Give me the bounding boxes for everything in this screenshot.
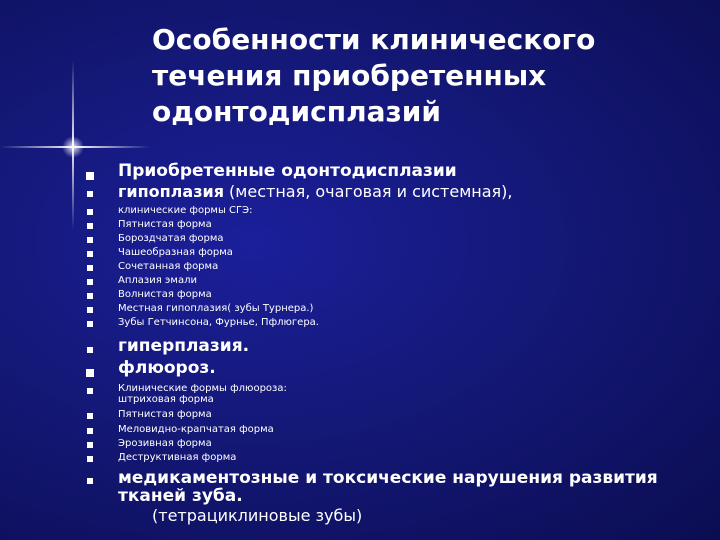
list-item: Меловидно-крапчатая форма — [118, 424, 274, 435]
lens-flare-glow — [62, 136, 84, 158]
list-item-line: медикаментозные и токсические нарушения развития — [118, 468, 658, 488]
list-item: Местная гипоплазия( зубы Турнера.) — [118, 303, 314, 314]
bullet-square-icon — [87, 442, 93, 448]
bullet-square-icon — [87, 279, 93, 285]
list-item: Деструктивная форма — [118, 452, 237, 463]
title-line-3: одонтодисплазий — [152, 95, 441, 128]
title-line-1: Особенности клинического — [152, 23, 596, 56]
bullet-square-icon — [87, 388, 93, 394]
list-item-rest: (местная, очаговая и системная), — [223, 182, 513, 201]
list-item: Пятнистая форма — [118, 409, 212, 420]
list-item-line: штриховая форма — [118, 394, 214, 405]
list-item: Сочетанная форма — [118, 261, 219, 272]
bullet-square-icon — [87, 191, 93, 197]
bullet-square-icon — [87, 478, 93, 484]
bullet-square-icon — [87, 293, 93, 299]
bullet-square-icon — [87, 307, 93, 313]
list-item — [118, 469, 658, 505]
slide-title — [152, 22, 672, 130]
list-item: флюороз. — [118, 358, 216, 378]
bullet-square-icon — [87, 321, 93, 327]
list-item: клинические формы СГЭ: — [118, 205, 253, 216]
bullet-square-icon — [86, 369, 94, 377]
list-item — [118, 182, 513, 201]
list-item: Пятнистая форма — [118, 219, 212, 230]
list-item: Эрозивная форма — [118, 438, 212, 449]
list-item: Волнистая форма — [118, 289, 212, 300]
list-item-line: Клинические формы флюороза: — [118, 383, 287, 394]
list-item: Чашеобразная форма — [118, 247, 233, 258]
list-item: гиперплазия. — [118, 336, 250, 356]
bullet-square-icon — [87, 237, 93, 243]
bullet-square-icon — [87, 428, 93, 434]
list-item: Зубы Гетчинсона, Фурнье, Пфлюгера. — [118, 317, 319, 328]
bullet-square-icon — [87, 265, 93, 271]
tetracycline-note: (тетрациклиновые зубы) — [152, 506, 363, 525]
title-line-2: течения приобретенных — [152, 59, 547, 92]
list-item: Аплазия эмали — [118, 275, 197, 286]
bullet-square-icon — [87, 251, 93, 257]
bullet-square-icon — [87, 347, 93, 353]
list-item — [118, 383, 287, 405]
bullet-square-icon — [87, 209, 93, 215]
bullet-square-icon — [87, 413, 93, 419]
bullet-square-icon — [86, 172, 94, 180]
list-item: Приобретенные одонтодисплазии — [118, 161, 457, 181]
list-item: Бороздчатая форма — [118, 233, 224, 244]
bullet-square-icon — [87, 456, 93, 462]
list-item-line: тканей зуба. — [118, 486, 243, 506]
list-item-bold: гипоплазия — [118, 182, 224, 201]
bullet-square-icon — [87, 223, 93, 229]
